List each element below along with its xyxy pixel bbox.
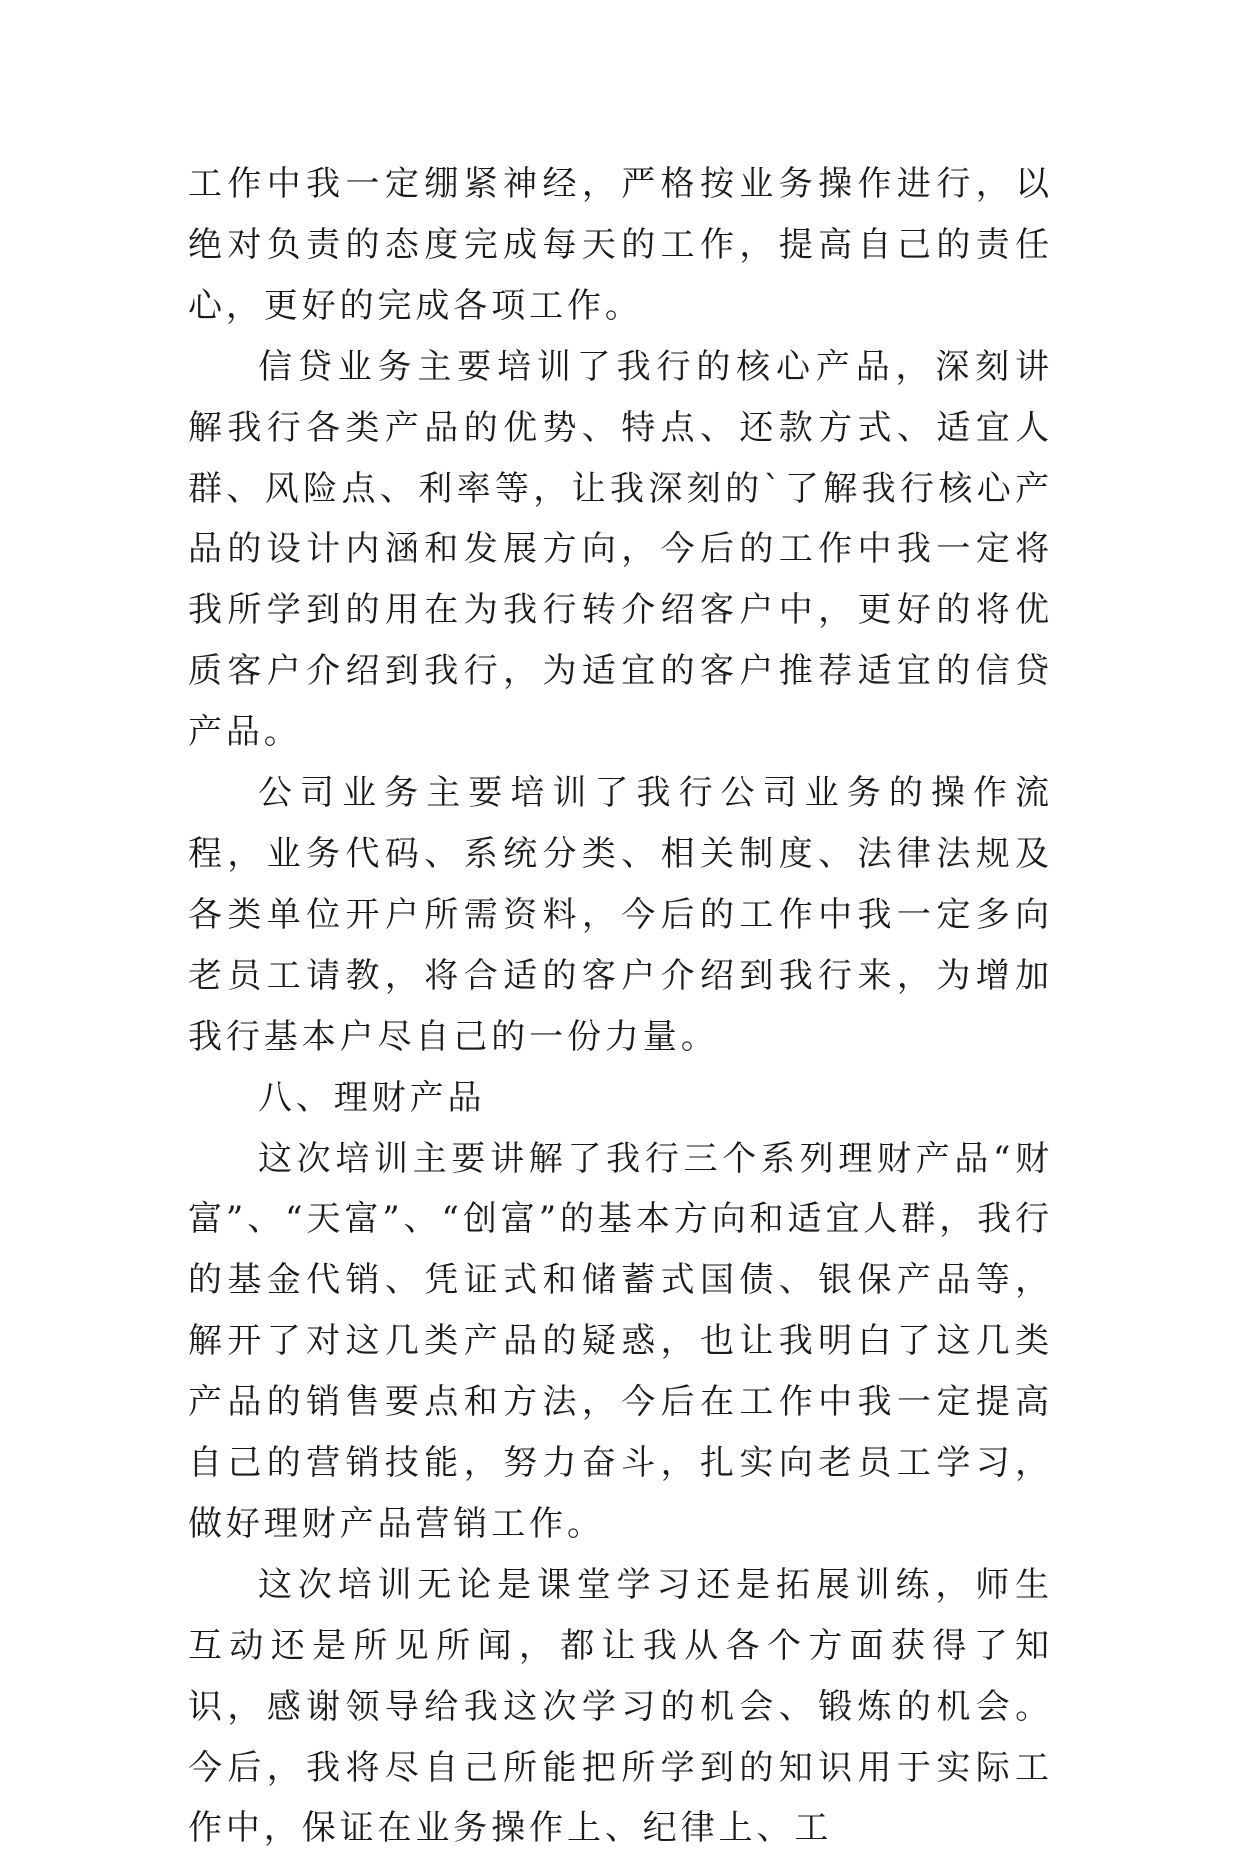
paragraph-continuation: 工作中我一定绷紧神经，严格按业务操作进行，以绝对负责的态度完成每天的工作，提高自己的责任心，更好的完成各项工作。: [188, 164, 1053, 326]
document-body: [188, 154, 1053, 1859]
section-heading-wealth-products: 八、理财产品: [258, 1077, 486, 1118]
paragraph-conclusion: 这次培训无论是课堂学习还是拓展训练，师生互动还是所见所闻，都让我从各个方面获得了知识，感谢领导给我这次学习的机会、锻炼的机会。今后，我将尽自己所能把所学到的知识用于实际工作中，保证在业务操作上、纪律上、工: [188, 1564, 1053, 1849]
paragraph-wealth-products: 这次培训主要讲解了我行三个系列理财产品“财富”、“天富”、“创富”的基本方向和适宜人群，我行的基金代销、凭证式和储蓄式国债、银保产品等，解开了对这几类产品的疑惑，也让我明白了这几类产品的销售要点和方法，今后在工作中我一定提高自己的营销技能，努力奋斗，扎实向老员工学习，做好理财产品营销工作。: [188, 1138, 1053, 1544]
paragraph-corporate-business: 公司业务主要培训了我行公司业务的操作流程，业务代码、系统分类、相关制度、法律法规及各类单位开户所需资料，今后的工作中我一定多向老员工请教，将合适的客户介绍到我行来，为增加我行基本户尽自己的一份力量。: [188, 773, 1053, 1057]
paragraph-credit-business: 信贷业务主要培训了我行的核心产品，深刻讲解我行各类产品的优势、特点、还款方式、适宜人群、风险点、利率等，让我深刻的`了解我行核心产品的设计内涵和发展方向，今后的工作中我一定将我所学到的用在为我行转介绍客户中，更好的将优质客户介绍到我行，为适宜的客户推荐适宜的信贷产品。: [188, 346, 1053, 753]
